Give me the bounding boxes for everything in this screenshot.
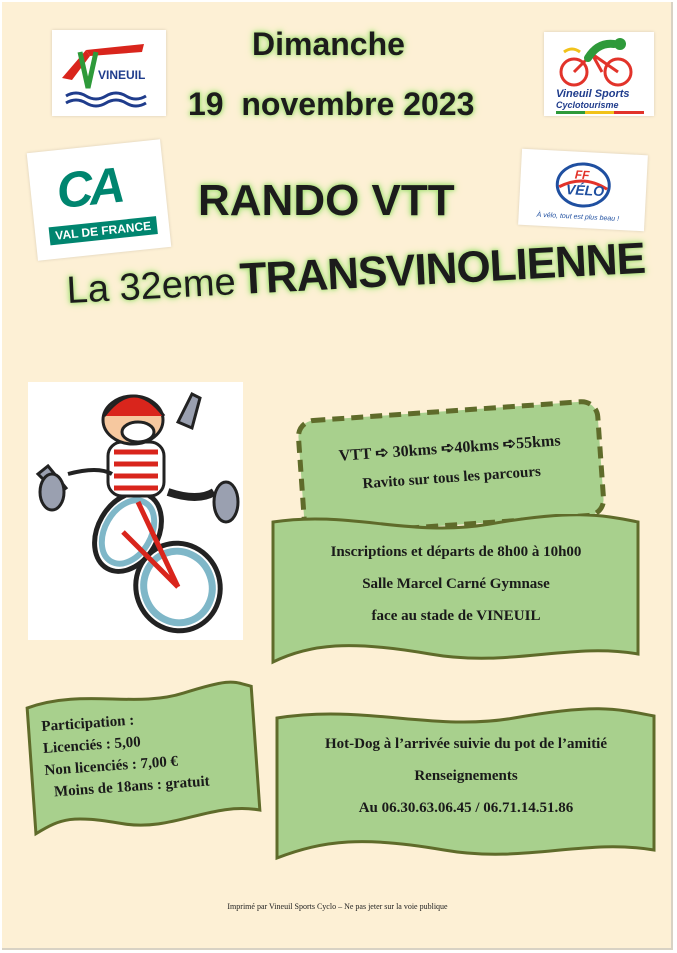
participation-line2: Licenciés : 5,00 [42, 734, 142, 757]
inscriptions-line1: Inscriptions et départs de 8h00 à 10h00 [330, 544, 582, 560]
participation-line3: Non licenciés : 7,00 € [44, 753, 179, 779]
ffvelo-tagline: À vélo, tout est plus beau ! [536, 211, 620, 223]
routes-line2: Ravito sur tous les parcours [362, 463, 542, 493]
info-line2: Renseignements [414, 768, 518, 784]
vineuil-logo [52, 30, 166, 116]
ca-text [49, 216, 158, 245]
event-title: RANDO VTT [198, 176, 455, 225]
vineuil-sports-line1: Vineuil Sports [556, 88, 630, 100]
inscriptions-line3: face au stade de VINEUIL [371, 608, 541, 624]
inscriptions-line2: Salle Marcel Carné Gymnase [362, 576, 550, 592]
event-subtitle-prefix: La 32eme [65, 261, 237, 313]
info-box [274, 706, 658, 864]
credit-agricole-logo [27, 139, 172, 260]
ca-text-label: VAL DE FRANCE [54, 218, 152, 243]
event-subtitle-main: TRANSVINOLIENNE [238, 233, 647, 304]
info-box-shape [274, 706, 658, 864]
vineuil-logo-text: VINEUIL [98, 68, 146, 82]
ca-letters: CA [53, 156, 124, 220]
ffvelo-ff: FF [574, 167, 590, 183]
ffvelo-logo [518, 149, 648, 231]
participation-line1: Participation : [40, 712, 135, 736]
footer-text: Imprimé par Vineuil Sports Cyclo – Ne pas jeter sur la voie publique [227, 902, 448, 911]
participation-box [23, 678, 265, 840]
routes-line1: VTT ➪ 30kms ➪40kms ➪55kms [338, 432, 562, 465]
info-line3: Au 06.30.63.06.45 / 06.71.14.51.86 [358, 800, 574, 816]
cartoon-biker-icon [28, 382, 243, 640]
inscriptions-box [270, 514, 642, 666]
cyclist-illustration [28, 382, 243, 640]
ffvelo-velo: VÉLO [565, 181, 605, 200]
vineuil-sports-line2: Cyclotourisme [556, 100, 619, 110]
event-date: 19 novembre 2023 [188, 86, 475, 122]
participation-line4: Moins de 18ans : gratuit [53, 773, 211, 801]
flyer-page [2, 2, 673, 950]
vineuil-sports-flag-stripe [556, 111, 644, 114]
vineuil-sports-logo [544, 32, 654, 116]
cyclist-icon [544, 32, 654, 92]
info-line1: Hot-Dog à l’arrivée suivie du pot de l’amitié [324, 736, 608, 752]
event-day: Dimanche [252, 26, 405, 62]
